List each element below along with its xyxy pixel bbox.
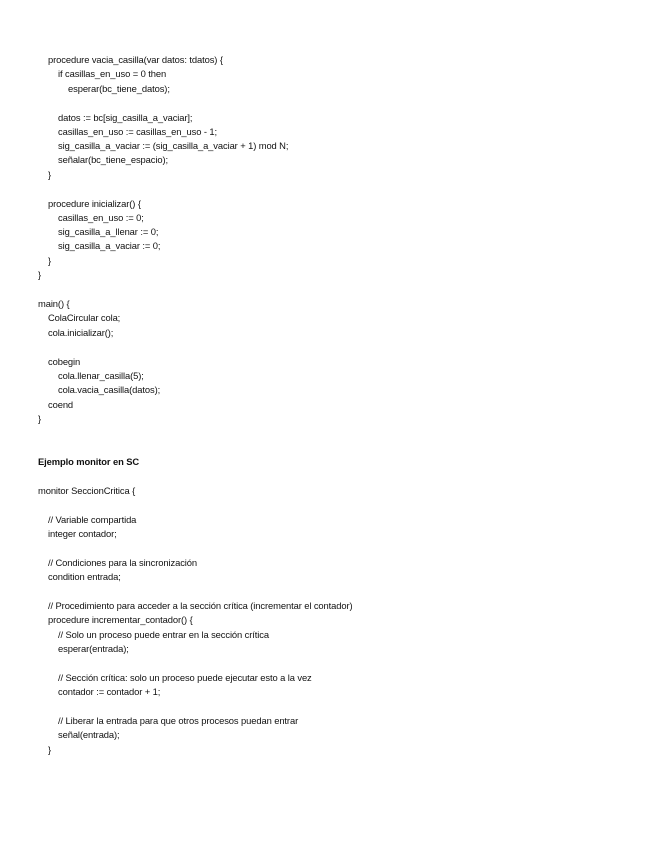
code-line: cola.inicializar();	[48, 327, 114, 338]
code-line: if casillas_en_uso = 0 then	[58, 68, 167, 79]
code-line: datos := bc[sig_casilla_a_vaciar];	[58, 112, 193, 123]
code-comment: // Condiciones para la sincronización	[48, 557, 197, 568]
code-line: condition entrada;	[48, 571, 121, 582]
code-line: main() {	[38, 298, 70, 309]
code-line: señalar(bc_tiene_espacio);	[58, 154, 168, 165]
code-line: sig_casilla_a_vaciar := 0;	[58, 240, 161, 251]
code-line: }	[38, 413, 42, 424]
code-line: esperar(entrada);	[58, 643, 129, 654]
code-line: }	[38, 269, 42, 280]
code-line: sig_casilla_a_vaciar := (sig_casilla_a_vaciar + 1) mod N;	[58, 140, 289, 151]
code-line: cobegin	[48, 356, 81, 367]
code-comment: // Variable compartida	[48, 514, 137, 525]
code-line: casillas_en_uso := 0;	[58, 212, 144, 223]
code-line: casillas_en_uso := casillas_en_uso - 1;	[58, 126, 217, 137]
code-line: sig_casilla_a_llenar := 0;	[58, 226, 159, 237]
code-line: ColaCircular cola;	[48, 312, 121, 323]
code-line: coend	[48, 399, 74, 410]
code-line: procedure incrementar_contador() {	[48, 614, 193, 625]
code-line: contador := contador + 1;	[58, 686, 161, 697]
code-comment: // Solo un proceso puede entrar en la sección crítica	[58, 629, 269, 640]
code-comment: // Procedimiento para acceder a la sección crítica (incrementar el contador)	[48, 600, 353, 611]
code-line: procedure vacia_casilla(var datos: tdatos) {	[48, 54, 223, 65]
code-line: }	[48, 169, 52, 180]
code-line: cola.vacia_casilla(datos);	[58, 384, 161, 395]
code-line: integer contador;	[48, 528, 117, 539]
code-line: }	[48, 744, 52, 755]
code-comment: // Sección crítica: solo un proceso puede ejecutar esto a la vez	[58, 672, 312, 683]
code-line: procedure inicializar() {	[48, 198, 141, 209]
code-line: }	[48, 255, 52, 266]
section-heading: Ejemplo monitor en SC	[38, 456, 140, 467]
code-comment: // Liberar la entrada para que otros procesos puedan entrar	[58, 715, 299, 726]
code-line: monitor SeccionCritica {	[38, 485, 136, 496]
code-line: cola.llenar_casilla(5);	[58, 370, 144, 381]
code-line: esperar(bc_tiene_datos);	[68, 83, 170, 94]
code-line: señal(entrada);	[58, 729, 120, 740]
